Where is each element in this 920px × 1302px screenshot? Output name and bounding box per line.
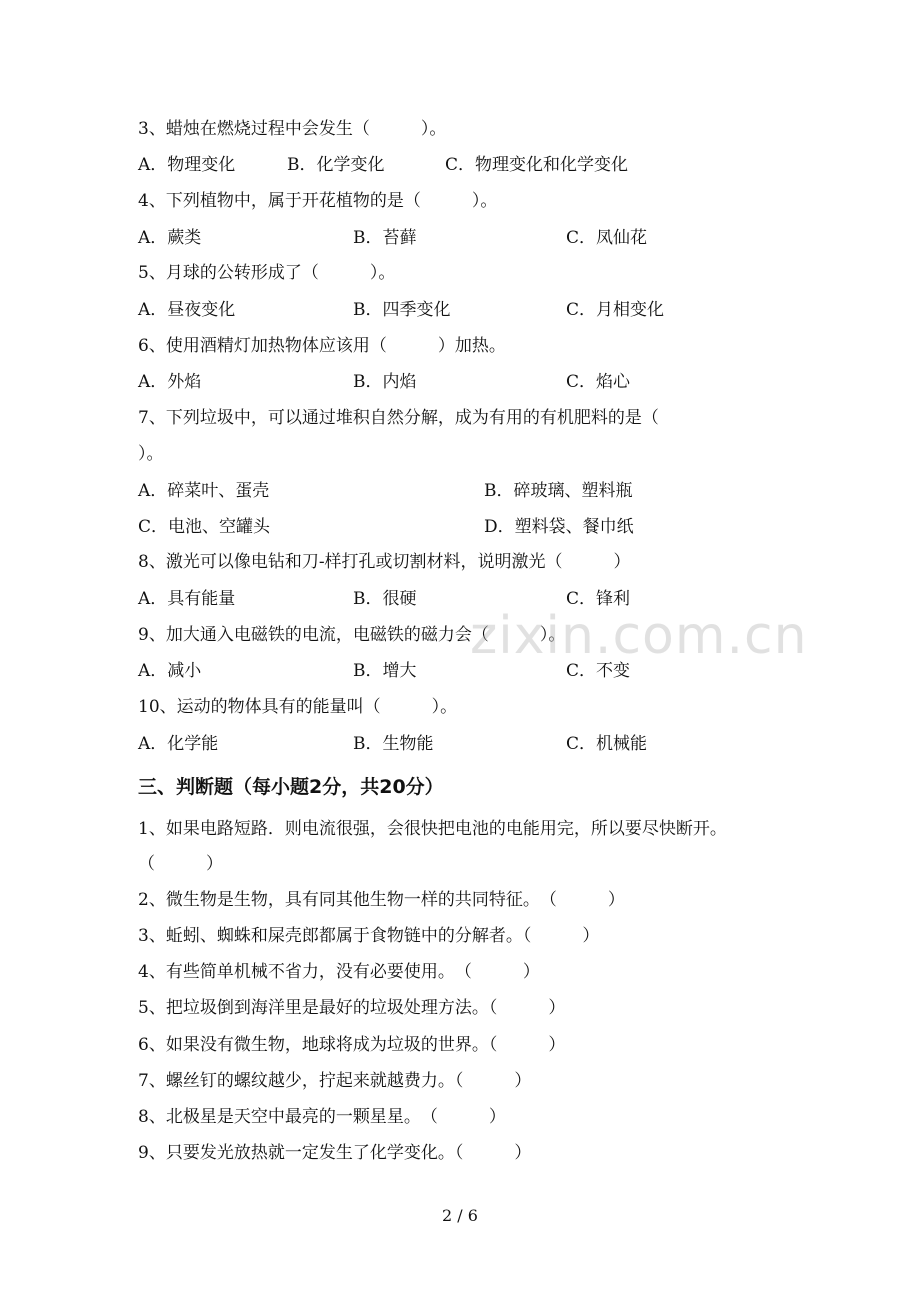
watermark: zixin.com.cn (470, 606, 808, 666)
question-4-option-a: A．蕨类 (138, 228, 202, 248)
judgment-1-answer-blank: （ ） (138, 854, 223, 874)
question-3-option-c: C．物理变化和化学变化 (445, 155, 629, 175)
judgment-5: 5、把垃圾倒到海洋里是最好的垃圾处理方法。（ ） (138, 998, 566, 1018)
question-5-option-a: A．昼夜变化 (138, 300, 236, 320)
question-3-option-b: B．化学变化 (287, 155, 385, 175)
question-5-option-b: B．四季变化 (353, 300, 451, 320)
question-10-option-c: C．机械能 (566, 734, 648, 754)
judgment-2: 2、微生物是生物，具有同其他生物一样的共同特征。 （ ） (138, 890, 625, 910)
judgment-1: 1、如果电路短路．则电流很强，会很快把电池的电能用完，所以要尽快断开。 (138, 819, 727, 839)
question-5-stem: 5、月球的公转形成了（ ）。 (138, 263, 396, 283)
question-8-option-c: C．锋利 (566, 589, 631, 609)
judgment-3: 3、蚯蚓、蜘蛛和屎壳郎都属于食物链中的分解者。（ ） (138, 926, 600, 946)
judgment-6: 6、如果没有微生物，地球将成为垃圾的世界。（ ） (138, 1035, 566, 1055)
question-8-option-a: A．具有能量 (138, 589, 236, 609)
question-9-option-a: A．减小 (138, 661, 202, 681)
question-9-stem: 9、加大通入电磁铁的电流，电磁铁的磁力会（ ）。 (138, 625, 566, 645)
question-6-option-b: B．内焰 (353, 372, 417, 392)
question-4-option-b: B．苔藓 (353, 228, 417, 248)
judgment-9: 9、只要发光放热就一定发生了化学变化。（ ） (138, 1143, 532, 1163)
question-6-stem: 6、使用酒精灯加热物体应该用（ ）加热。 (138, 336, 506, 356)
question-10-stem: 10、运动的物体具有的能量叫（ ）。 (138, 697, 458, 717)
question-10-option-b: B．生物能 (353, 734, 434, 754)
question-9-option-c: C．不变 (566, 661, 631, 681)
judgment-7: 7、螺丝钉的螺纹越少，拧起来就越费力。（ ） (138, 1071, 532, 1091)
question-7-option-b: B．碎玻璃、塑料瓶 (484, 481, 633, 501)
question-3-stem: 3、蜡烛在燃烧过程中会发生（ ）。 (138, 119, 447, 139)
question-9-option-b: B．增大 (353, 661, 417, 681)
question-8-stem: 8、激光可以像电钻和刀-样打孔或切割材料，说明激光（ ） (138, 552, 631, 572)
question-7-option-c: C．电池、空罐头 (138, 517, 271, 537)
question-4-option-c: C．凤仙花 (566, 228, 648, 248)
judgment-8: 8、北极星是天空中最亮的一颗星星。 （ ） (138, 1107, 506, 1127)
question-7-option-d: D．塑料袋、餐巾纸 (484, 517, 634, 537)
question-6-option-c: C．焰心 (566, 372, 631, 392)
question-7-stem-continued: ）。 (138, 444, 164, 464)
question-4-stem: 4、下列植物中，属于开花植物的是（ ）。 (138, 191, 498, 211)
question-3-option-a: A．物理变化 (138, 155, 236, 175)
question-7-option-a: A．碎菜叶、蛋壳 (138, 481, 270, 501)
question-7-stem: 7、下列垃圾中，可以通过堆积自然分解，成为有用的有机肥料的是（ (138, 408, 659, 428)
question-8-option-b: B．很硬 (353, 589, 417, 609)
question-10-option-a: A．化学能 (138, 734, 219, 754)
question-5-option-c: C．月相变化 (566, 300, 665, 320)
question-6-option-a: A．外焰 (138, 372, 202, 392)
section-title-judgment: 三、判断题（每小题2分，共20分） (138, 776, 444, 798)
judgment-4: 4、有些简单机械不省力，没有必要使用。 （ ） (138, 962, 540, 982)
page-number: 2 / 6 (442, 1206, 478, 1225)
